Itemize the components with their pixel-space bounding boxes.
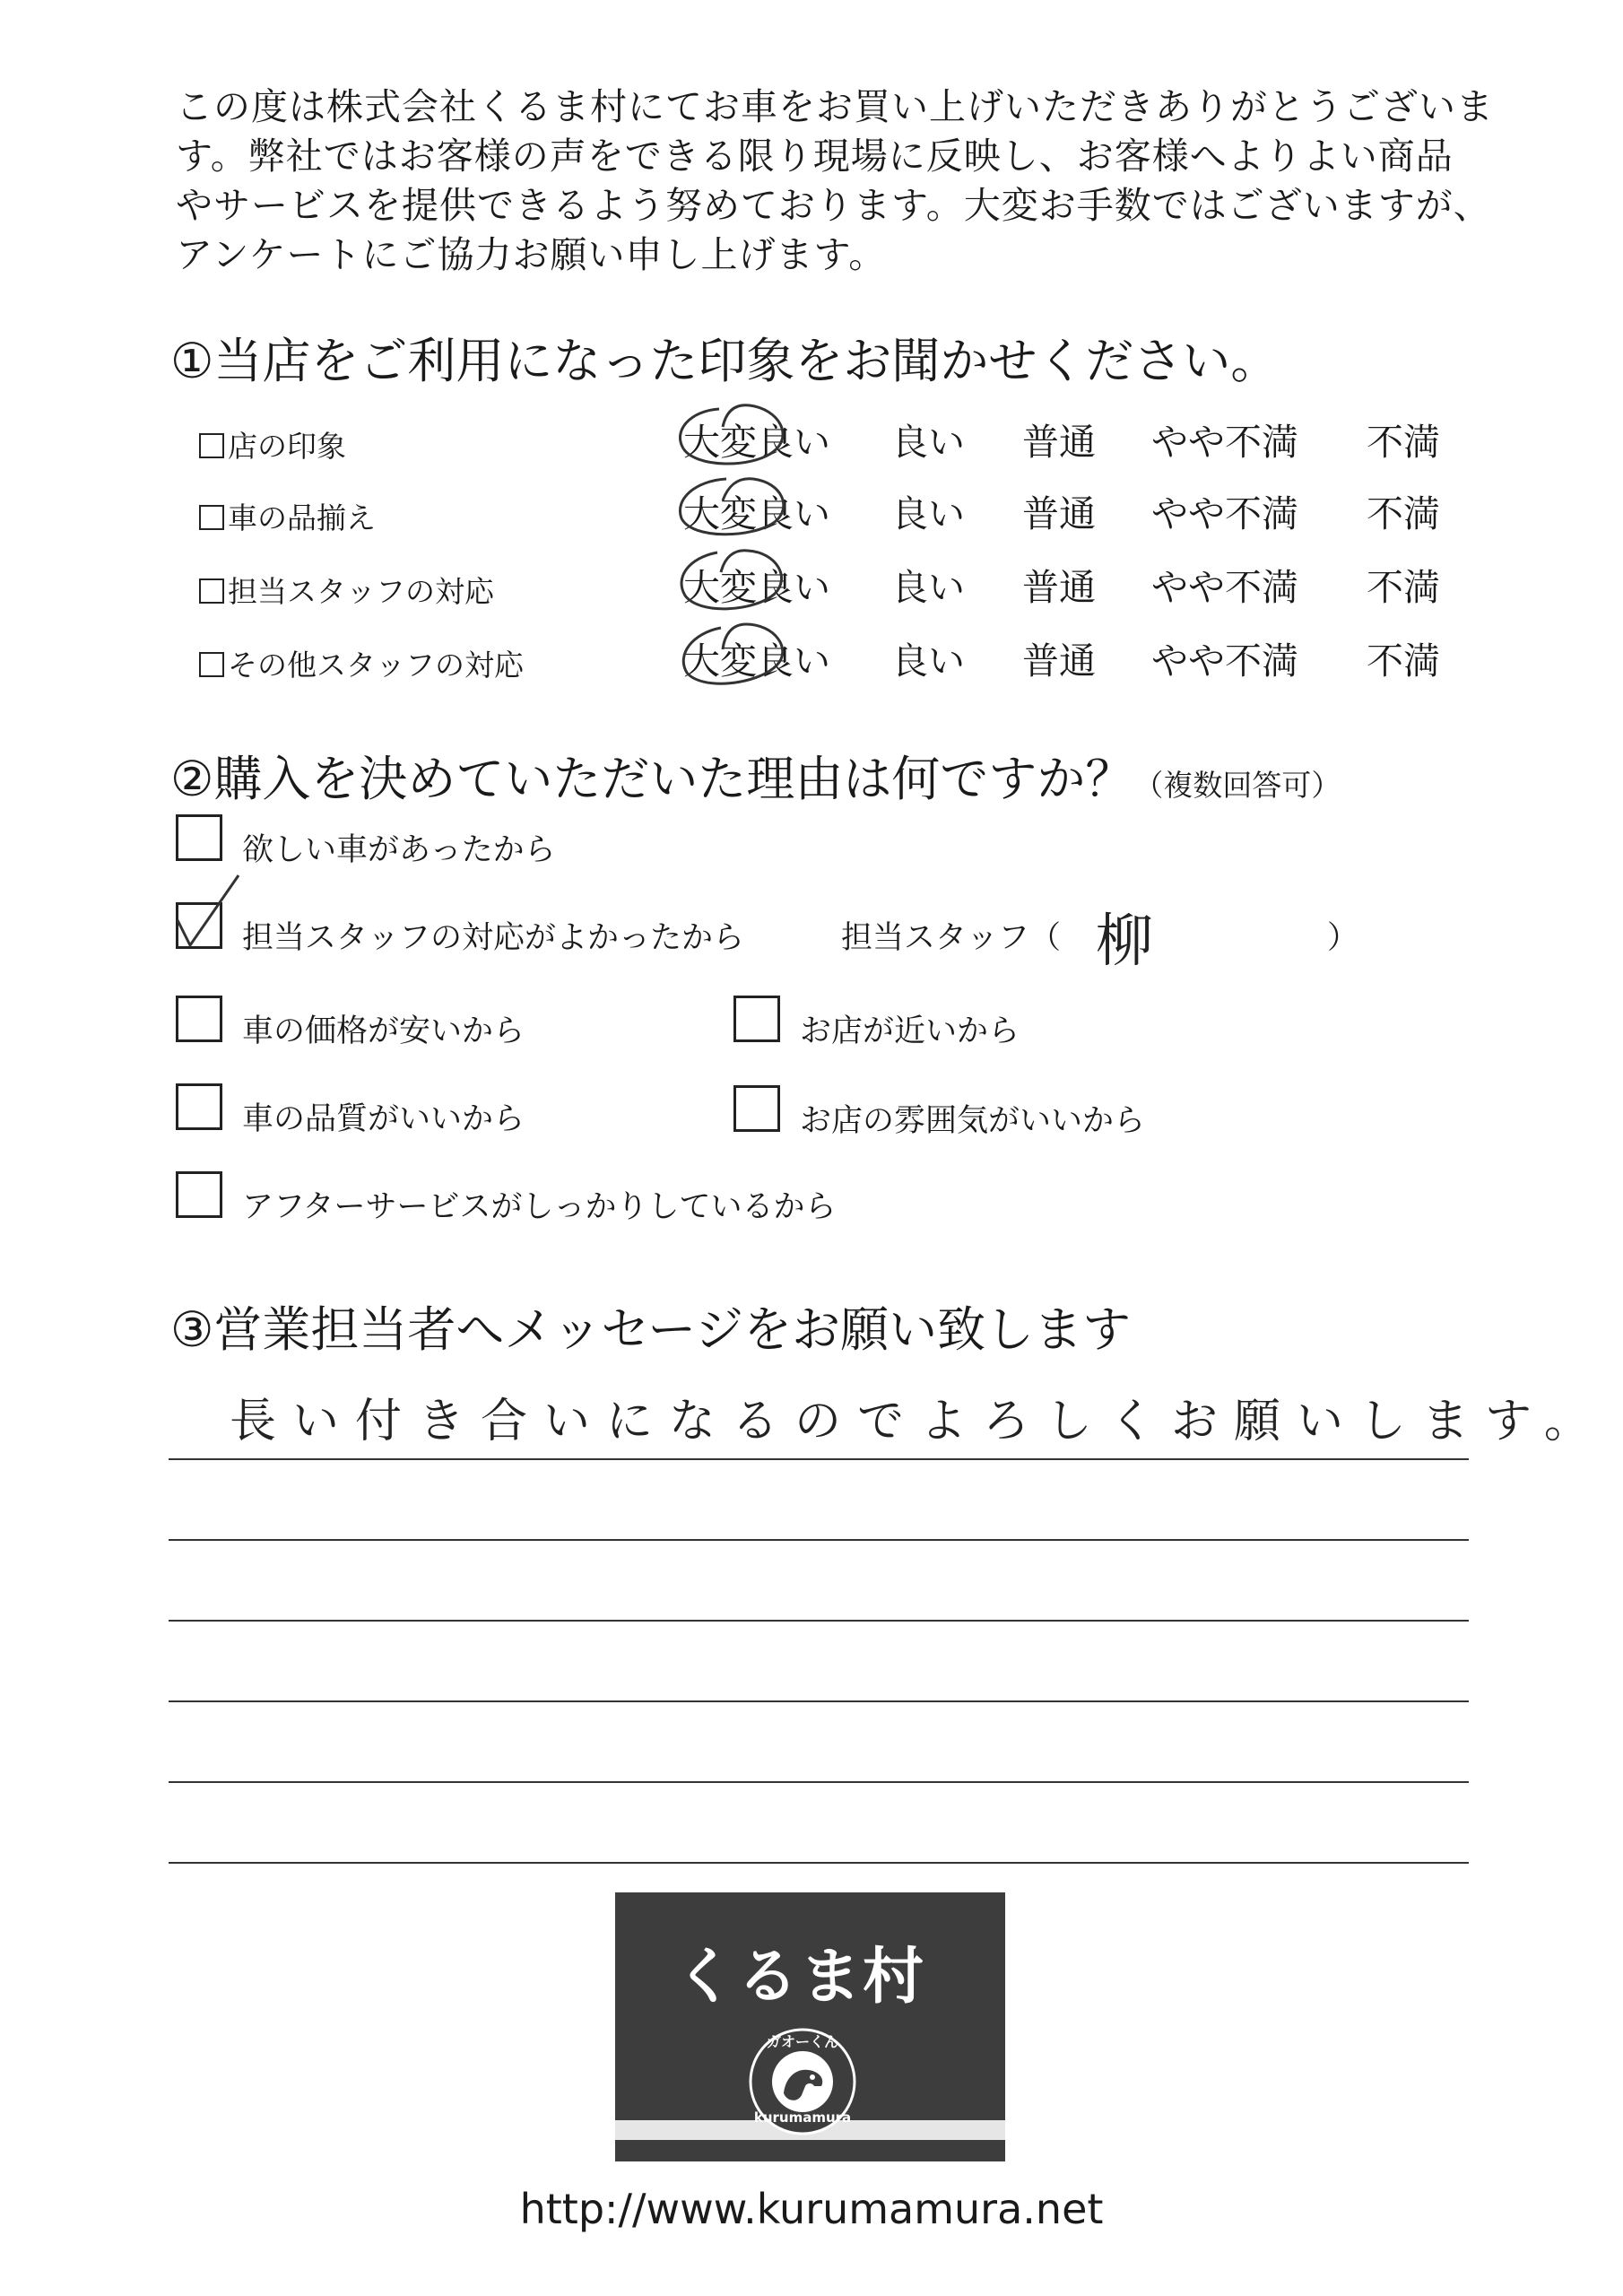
kurumamura-logo bbox=[615, 1892, 1005, 2161]
rating-option-good[interactable]: 良い bbox=[891, 421, 965, 464]
staff-name-handwriting: 柳 bbox=[1096, 909, 1153, 975]
message-line bbox=[169, 1458, 1469, 1460]
logo-band bbox=[615, 2140, 1005, 2161]
checkbox[interactable] bbox=[176, 996, 222, 1042]
rating-option-normal[interactable]: 普通 bbox=[1022, 639, 1096, 683]
q2-title: ②購入を決めていただいた理由は何ですか？（複数回答可） bbox=[170, 751, 1341, 807]
rating-option-good[interactable]: 良い bbox=[891, 566, 965, 609]
rating-option-normal[interactable]: 普通 bbox=[1022, 421, 1096, 464]
q3-title: ③営業担当者へメッセージをお願い致します bbox=[170, 1301, 1132, 1358]
message-line bbox=[169, 1781, 1469, 1783]
q2-note: （複数回答可） bbox=[1133, 768, 1341, 803]
intro-paragraph bbox=[176, 83, 1494, 280]
rating-option-good[interactable]: 良い bbox=[891, 639, 965, 683]
hand-drawn-circle-icon bbox=[664, 542, 798, 617]
rating-option-very-good[interactable]: 大変良い bbox=[683, 631, 830, 684]
rating-option-somewhat-dissatisfied[interactable]: やや不満 bbox=[1151, 639, 1298, 683]
q1-row-other-staff-response bbox=[199, 631, 1454, 685]
message-line bbox=[169, 1862, 1469, 1864]
checkbox-icon bbox=[199, 505, 224, 530]
message-line bbox=[169, 1620, 1469, 1622]
checkbox-icon bbox=[199, 433, 224, 458]
intro-line: す。弊社ではお客様の声をできる限り現場に反映し、お客様へよりよい商品 bbox=[176, 135, 1454, 178]
checkbox-icon bbox=[199, 578, 224, 604]
logo-brand-text: くるま村 bbox=[674, 1942, 926, 2013]
checkbox-icon bbox=[199, 652, 224, 677]
staff-field-close: ） bbox=[1327, 920, 1359, 956]
q1-title: ①当店をご利用になった印象をお聞かせください。 bbox=[170, 333, 1280, 389]
message-line bbox=[169, 1539, 1469, 1541]
q1-item-label: 担当スタッフの対応 bbox=[199, 569, 494, 611]
q1-row-staff-response bbox=[199, 558, 1454, 612]
footer-url-link[interactable]: http://www.kurumamura.net bbox=[519, 2185, 1104, 2233]
q1-row-store-impression bbox=[199, 413, 1454, 466]
rating-option-somewhat-dissatisfied[interactable]: やや不満 bbox=[1151, 492, 1298, 535]
intro-line: アンケートにご協力お願い申し上げます。 bbox=[176, 233, 887, 276]
checkbox[interactable] bbox=[176, 814, 222, 861]
rating-option-dissatisfied[interactable]: 不満 bbox=[1367, 639, 1440, 683]
intro-line: この度は株式会社くるま村にてお車をお買い上げいただきありがとうございま bbox=[176, 85, 1494, 128]
q1-item-label: その他スタッフの対応 bbox=[199, 642, 524, 684]
mascot-emblem bbox=[748, 2027, 857, 2136]
rating-option-normal[interactable]: 普通 bbox=[1022, 492, 1096, 535]
checkbox[interactable] bbox=[733, 996, 780, 1042]
rating-option-very-good[interactable]: 大変良い bbox=[683, 558, 830, 611]
rating-option-normal[interactable]: 普通 bbox=[1022, 566, 1096, 609]
rating-option-very-good[interactable]: 大変良い bbox=[683, 484, 830, 537]
intro-line: やサービスを提供できるよう努めております。大変お手数ではございますが、 bbox=[176, 184, 1491, 227]
rating-option-somewhat-dissatisfied[interactable]: やや不満 bbox=[1151, 566, 1298, 609]
q1-item-label: 店の印象 bbox=[199, 423, 346, 465]
rating-option-good[interactable]: 良い bbox=[891, 492, 965, 535]
q1-row-car-selection bbox=[199, 484, 1454, 538]
check-mark-icon bbox=[169, 868, 249, 958]
hand-drawn-circle-icon bbox=[664, 468, 798, 544]
checkbox[interactable] bbox=[733, 1085, 780, 1132]
rating-option-very-good[interactable]: 大変良い bbox=[683, 413, 830, 465]
hand-drawn-circle-icon bbox=[664, 396, 798, 472]
mascot-name: ガオーくん bbox=[766, 2033, 838, 2050]
hand-drawn-circle-icon bbox=[664, 615, 798, 691]
staff-field-label: 担当スタッフ（ bbox=[841, 920, 1062, 956]
message-line bbox=[169, 1700, 1469, 1702]
mascot-brand: kurumamura bbox=[753, 2109, 852, 2126]
staff-name-field[interactable] bbox=[841, 913, 1061, 958]
checkbox[interactable] bbox=[176, 1171, 222, 1218]
checkbox[interactable] bbox=[176, 1083, 222, 1130]
rating-option-somewhat-dissatisfied[interactable]: やや不満 bbox=[1151, 421, 1298, 464]
message-handwriting[interactable]: 長い付き合いになるのでよろしくお願いします。 bbox=[230, 1395, 1607, 1448]
rating-option-dissatisfied[interactable]: 不満 bbox=[1367, 566, 1440, 609]
q1-item-label: 車の品揃え bbox=[199, 495, 376, 537]
rating-option-dissatisfied[interactable]: 不満 bbox=[1367, 421, 1440, 464]
rating-option-dissatisfied[interactable]: 不満 bbox=[1367, 492, 1440, 535]
